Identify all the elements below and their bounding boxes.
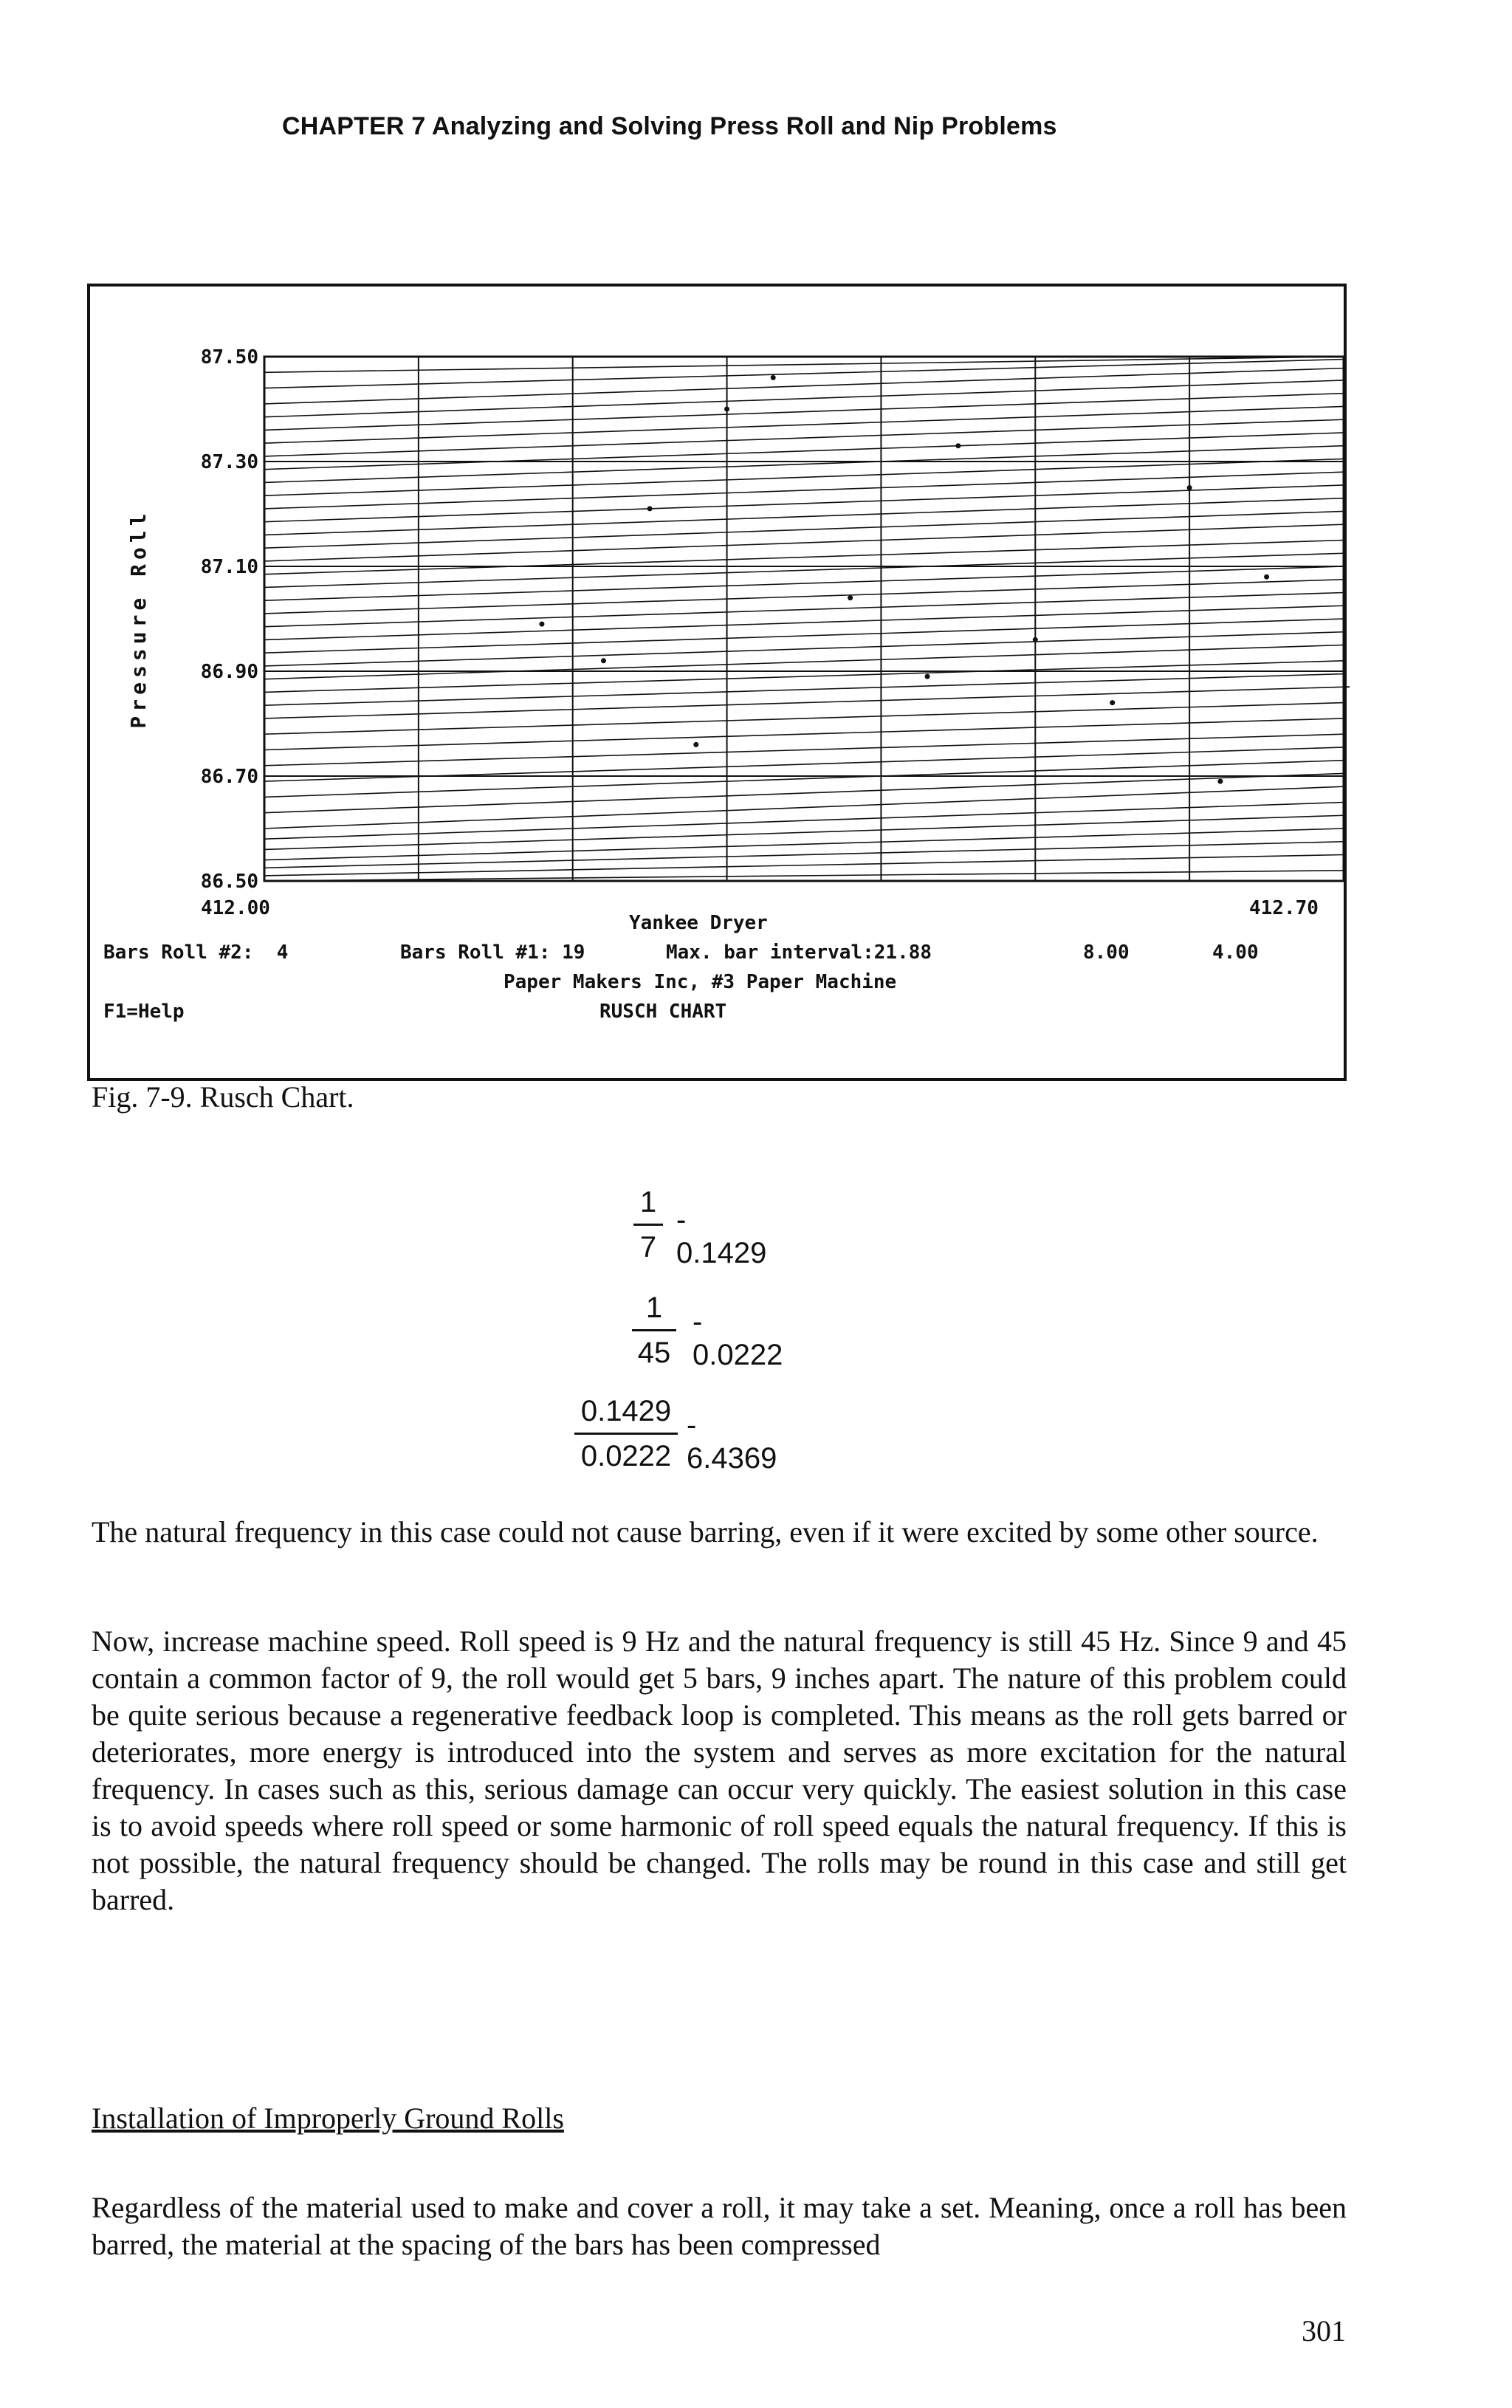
running-header: CHAPTER 7 Analyzing and Solving Press Roll and Nip Problems: [282, 112, 1057, 140]
y-tick-label: 87.50: [200, 346, 258, 368]
eq1-result: - 0.1429: [676, 1204, 767, 1269]
page-number: 301: [1302, 2314, 1346, 2347]
rusch-point: [771, 375, 776, 380]
bars-roll-2: Bars Roll #2: 4: [103, 941, 289, 964]
chart-name: RUSCH CHART: [599, 1001, 727, 1023]
x-tick-right: 412.70: [1249, 897, 1319, 919]
rusch-line: [264, 761, 1344, 797]
rusch-line: [264, 357, 1344, 372]
chart-grid: [264, 357, 1344, 881]
yankee-dryer-label: Yankee Dryer: [629, 912, 768, 934]
y-tick-labels: [201, 346, 258, 893]
max-bar-interval: Max. bar interval:21.88: [666, 941, 932, 964]
rusch-line: [264, 580, 1344, 614]
rusch-line: [264, 661, 1344, 693]
rusch-chart: [90, 287, 1350, 1084]
y-axis-label: Pressure Roll: [126, 509, 151, 729]
rusch-line: [264, 541, 1344, 574]
section-heading: Installation of Improperly Ground Rolls: [92, 2102, 564, 2135]
value-b: 4.00: [1212, 941, 1259, 964]
rusch-chart-figure: [87, 284, 1347, 1081]
company-label: Paper Makers Inc, #3 Paper Machine: [504, 971, 897, 993]
rusch-point: [601, 658, 606, 663]
eq2-fraction-bar: [632, 1329, 676, 1331]
y-tick-label: 86.50: [200, 871, 258, 893]
eq1-numerator: 1: [639, 1186, 657, 1218]
rusch-line: [264, 674, 1344, 706]
y-tick-label: 87.10: [200, 556, 258, 578]
rusch-point: [955, 443, 961, 448]
y-tick-label: 86.70: [200, 766, 258, 788]
rusch-line: [264, 566, 1344, 600]
rusch-point: [1110, 700, 1115, 705]
rusch-point: [1264, 574, 1269, 580]
rusch-line: [264, 553, 1344, 587]
eq3-result: - 6.4369: [687, 1409, 777, 1475]
y-axis-label-group: [126, 509, 151, 728]
paragraph-1: The natural frequency in this case could not cause barring, even if it were excited by some other source.: [92, 1515, 1319, 1548]
eq3-numerator: 0.1429: [580, 1395, 672, 1427]
rusch-point: [1217, 779, 1223, 784]
rusch-line: [264, 703, 1344, 735]
figure-caption: Fig. 7-9. Rusch Chart.: [92, 1080, 354, 1114]
paragraph-3: Regardless of the material used to make and cover a roll, it may take a set. Meaning, once a roll has been barred, the material at the spacing of the bars has been compressed: [92, 2191, 1347, 2261]
help-label: F1=Help: [103, 1001, 185, 1023]
rusch-line: [264, 593, 1344, 627]
rusch-line: [264, 718, 1344, 750]
rusch-line: [264, 734, 1344, 766]
y-tick-label: 87.30: [200, 451, 258, 473]
paragraph-2: Now, increase machine speed. Roll speed is 9 Hz and the natural frequency is still 45 Hz. Since 9 and 45 contain a common factor of 9, the roll would get 5 bars, 9 inches apart. The nature of this problem could be quite serious because a regenerative feedback loop is completed. This means as the roll gets barred or deteriorates, more energy is introduced into the system and serves as more excitation for the natural frequency. In cases such as this, serious damage can occur very quickly. The easiest solution in this case is to avoid speeds where roll speed or some harmonic of roll speed equals the natural frequency. If this is not possible, the natural frequency should be changed. The rolls may be round in this case and still get barred.: [92, 1625, 1347, 1916]
rusch-point: [925, 674, 930, 679]
rusch-point: [693, 742, 698, 747]
rusch-point: [647, 506, 653, 511]
rusch-point: [724, 407, 729, 412]
eq3-denominator: 0.0222: [580, 1440, 672, 1472]
rusch-line: [264, 632, 1344, 666]
rusch-point: [539, 622, 544, 627]
eq2-result: - 0.0222: [693, 1306, 783, 1371]
rusch-line: [264, 619, 1344, 653]
rusch-point: [848, 595, 853, 600]
eq3-fraction-bar: [574, 1433, 678, 1435]
chart-lines: [264, 357, 1344, 881]
plot-frame: [264, 357, 1344, 881]
rusch-line: [264, 606, 1344, 639]
eq2-numerator: 1: [645, 1292, 663, 1324]
rusch-line: [264, 687, 1344, 718]
y-tick-label: 86.90: [200, 661, 258, 683]
eq2-denominator: 45: [637, 1337, 671, 1369]
rusch-point: [1033, 637, 1038, 642]
bars-roll-1: Bars Roll #1: 19: [400, 941, 585, 964]
rusch-point: [1187, 485, 1192, 490]
x-tick-left: 412.00: [201, 897, 270, 919]
eq1-denominator: 7: [639, 1231, 657, 1263]
value-a: 8.00: [1083, 941, 1130, 964]
rusch-line: [264, 645, 1344, 679]
eq1-fraction-bar: [633, 1224, 663, 1226]
